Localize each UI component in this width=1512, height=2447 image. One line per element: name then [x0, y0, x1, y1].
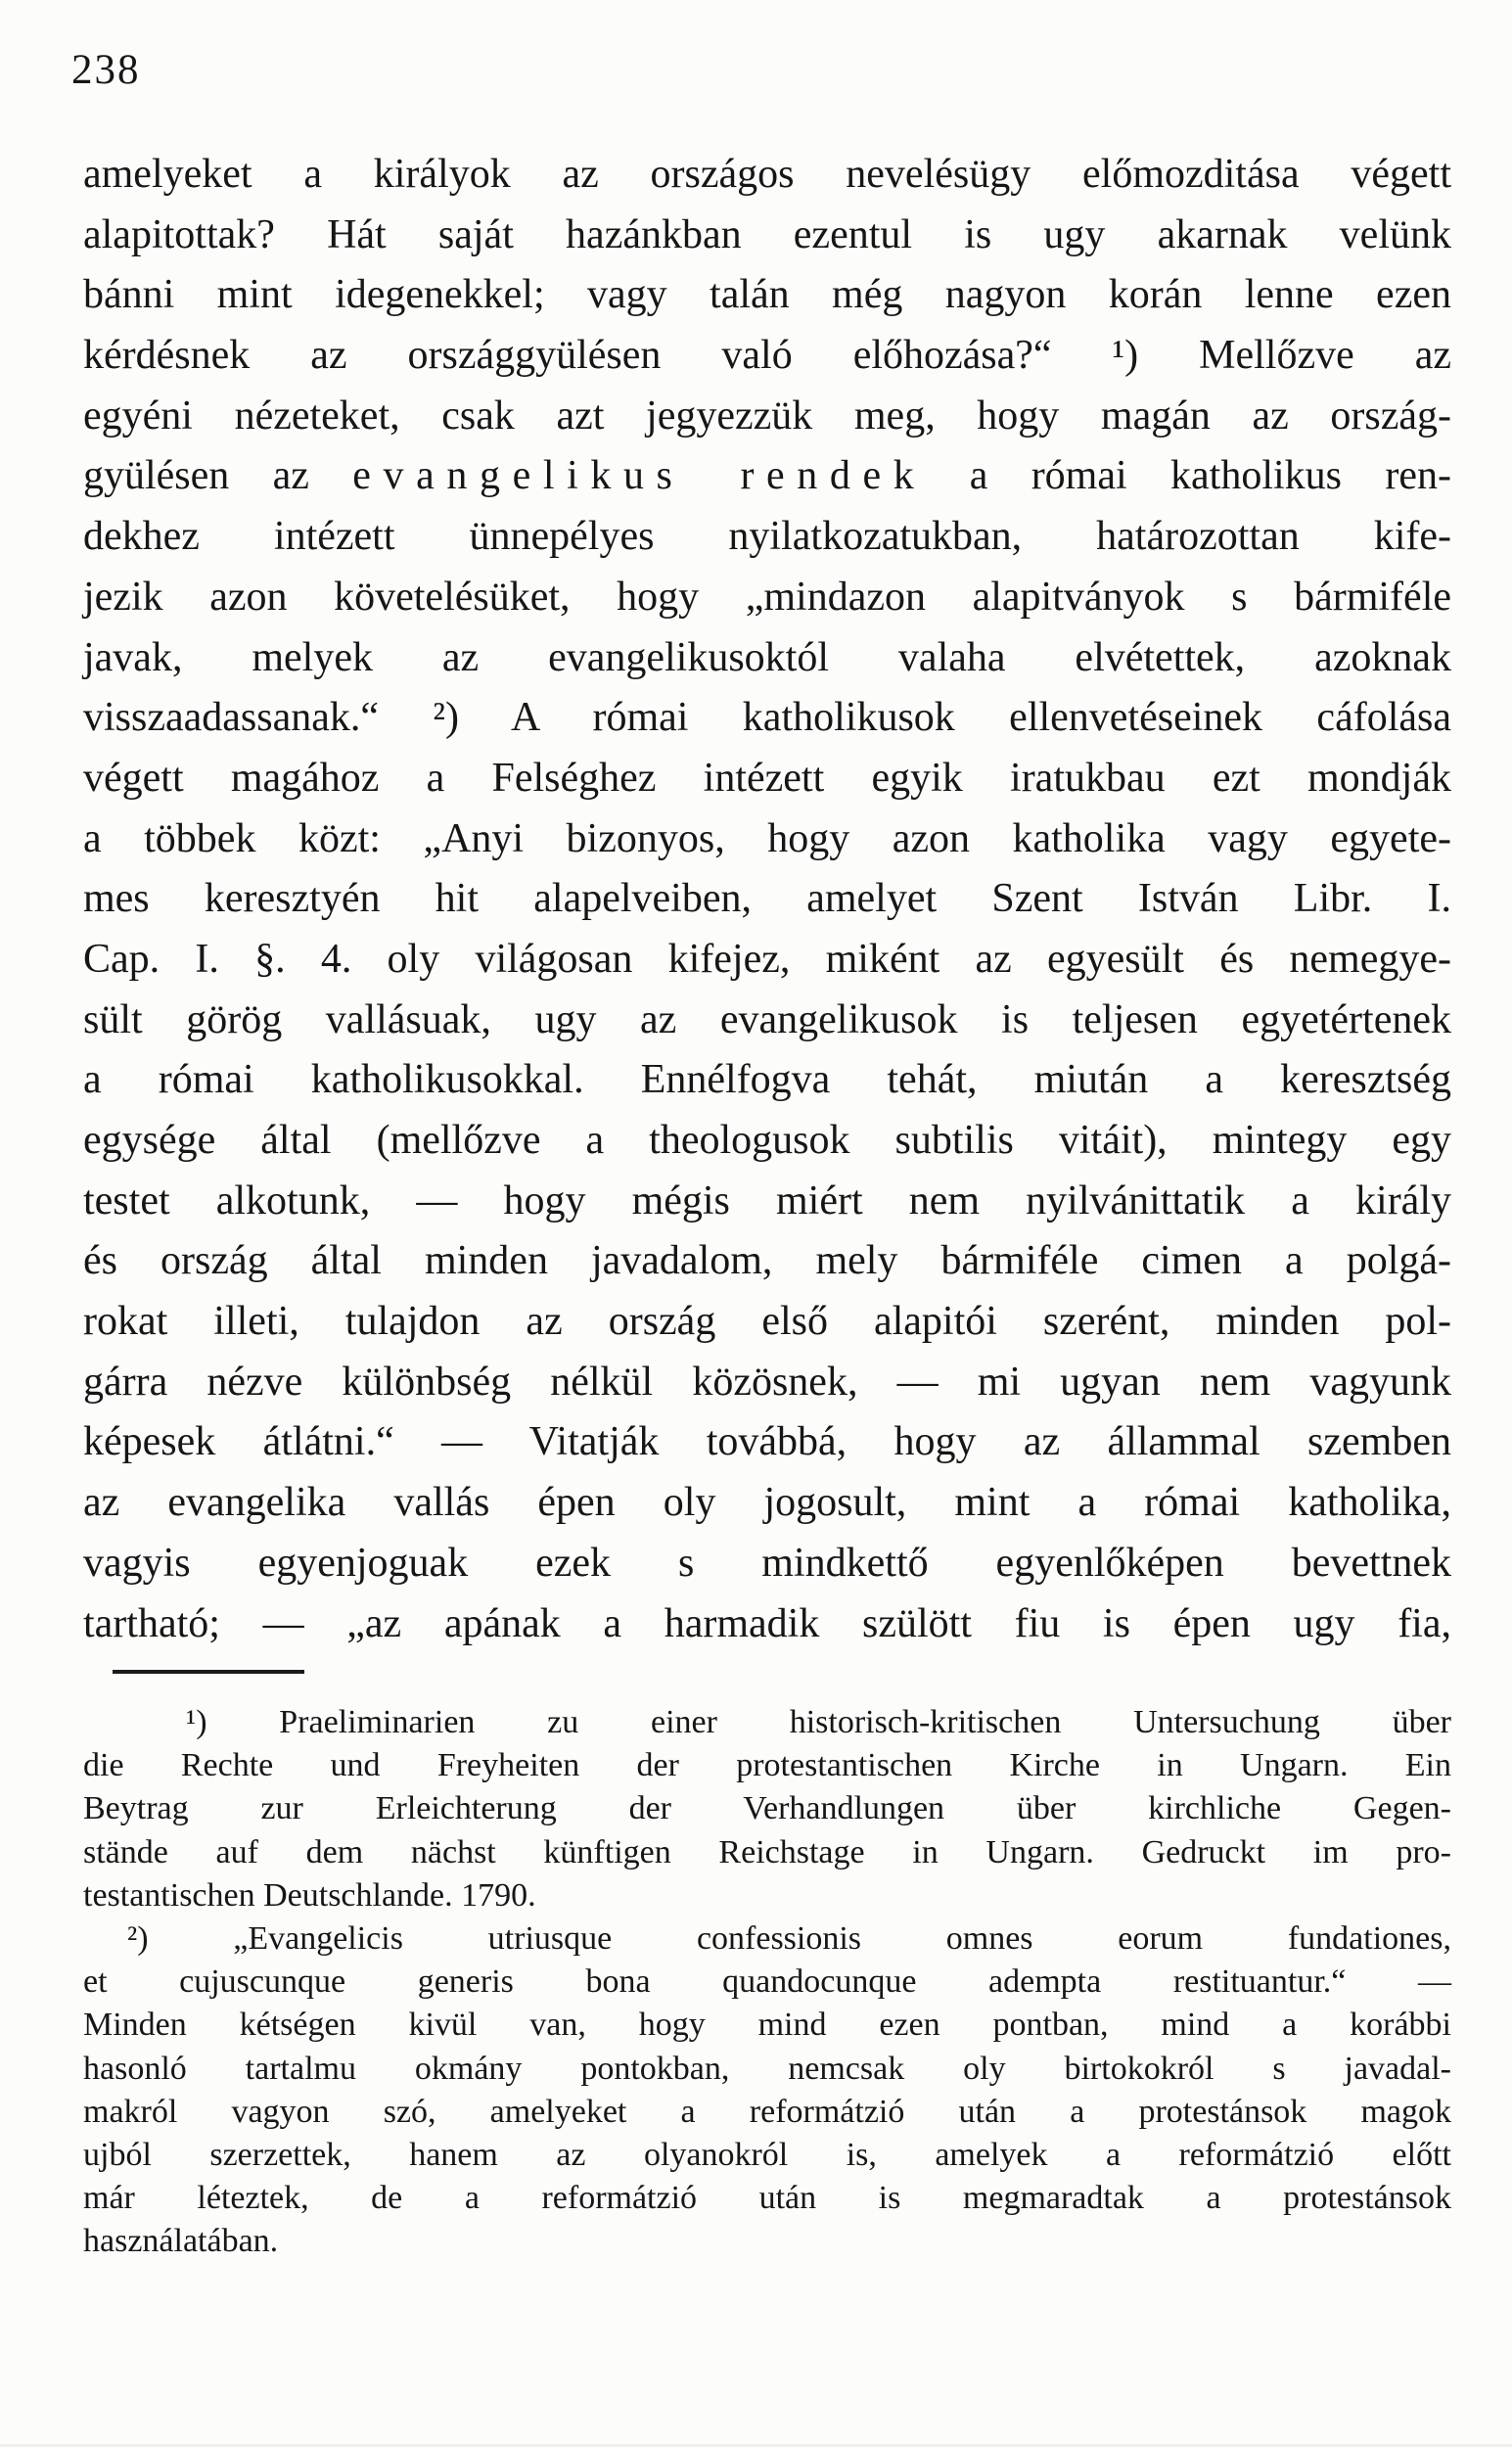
- footnote-2-line-last: használatában.: [83, 2223, 279, 2260]
- text-line: jezik azon követelésüket, hogy „mindazon alapitványok s bármiféle: [83, 574, 1451, 620]
- text-line: testet alkotunk, — hogy mégis miért nem nyilvánittatik a király: [83, 1177, 1451, 1224]
- footnote-2-line: hasonló tartalmu okmány pontokban, nemcsak oly birtokokról s javadal-: [83, 2050, 1451, 2087]
- footnote-1-line: die Rechte und Freyheiten der protestantischen Kirche in Ungarn. Ein: [83, 1747, 1451, 1784]
- footnotes-block: [83, 1701, 1451, 2263]
- text-line-letterspaced: [83, 446, 1451, 507]
- text-line: sült görög vallásuak, ugy az evangelikusok is teljesen egyetértenek: [83, 996, 1451, 1042]
- footnote-1-line: stände auf dem nächst künftigen Reichstage in Ungarn. Gedruckt im pro-: [83, 1833, 1451, 1870]
- text-line: javak, melyek az evangelikusoktól valaha elvétettek, azoknak: [83, 634, 1451, 680]
- footnote-separator-rule: [113, 1670, 304, 1674]
- text-line: a római katholikusokkal. Ennélfogva tehát, miután a keresztség: [83, 1057, 1451, 1103]
- footnote-2-line: ²) „Evangelicis utriusque confessionis omnes eorum fundationes,: [127, 1919, 1451, 1957]
- text-line: rokat illeti, tulajdon az ország első alapitói szerént, minden pol-: [83, 1299, 1451, 1345]
- text-segment: a római katholikus ren-: [926, 453, 1451, 499]
- footnote-1-line: Beytrag zur Erleichterung der Verhandlungen über kirchliche Gegen-: [83, 1790, 1451, 1827]
- footnote-2-line: et cujuscunque generis bona quandocunque adempta restituantur.“ —: [83, 1963, 1451, 2001]
- text-line: gárra nézve különbség nélkül közösnek, — mi ugyan nem vagyunk: [83, 1359, 1451, 1405]
- footnote-2-line: ujból szerzettek, hanem az olyanokról is, amelyek a reformátzió előtt: [83, 2136, 1451, 2173]
- main-text-block: [83, 145, 1451, 1654]
- text-segment: gyülésen az: [83, 453, 353, 499]
- text-line: képesek átlátni.“ — Vitatják továbbá, hogy az állammal szemben: [83, 1419, 1451, 1465]
- page-number: 238: [71, 47, 141, 93]
- text-line: a többek közt: „Anyi bizonyos, hogy azon katholika vagy egyete-: [83, 815, 1451, 861]
- footnote-1-line: ¹) Praeliminarien zu einer historisch-kritischen Untersuchung über: [186, 1704, 1451, 1740]
- text-line: és ország által minden javadalom, mely bármiféle cimen a polgá-: [83, 1238, 1451, 1284]
- footnote-2-line: már léteztek, de a reformátzió után is megmaradtak a protestánsok: [83, 2180, 1451, 2217]
- emphasized-spaced-text: evangelikus rendek: [352, 453, 927, 499]
- text-line-with-footnote-ref-2: visszaadassanak.“ ²) A római katholikusok ellenvetéseinek cáfolása: [83, 695, 1451, 741]
- text-line: az evangelika vallás épen oly jogosult, mint a római katholika,: [83, 1480, 1451, 1526]
- text-line: amelyeket a királyok az országos nevelésügy előmozditása végett: [83, 152, 1451, 197]
- text-line: alapitottak? Hát saját hazánkban ezentul is ugy akarnak velünk: [83, 211, 1451, 257]
- text-line: tartható; — „az apának a harmadik szülött fiu is épen ugy fia,: [83, 1600, 1451, 1646]
- text-line: Cap. I. §. 4. oly világosan kifejez, miként az egyesült és nemegye-: [83, 936, 1451, 982]
- text-line: bánni mint idegenekkel; vagy talán még nagyon korán lenne ezen: [83, 272, 1451, 318]
- text-line-with-footnote-ref-1: kérdésnek az országgyülésen való előhozása?“ ¹) Mellőzve az: [83, 333, 1451, 379]
- text-line: egysége által (mellőzve a theologusok subtilis vitáit), mintegy egy: [83, 1118, 1451, 1163]
- text-line: vagyis egyenjoguak ezek s mindkettő egyenlőképen bevettnek: [83, 1540, 1451, 1586]
- text-line: mes keresztyén hit alapelveiben, amelyet Szent István Libr. I.: [83, 876, 1451, 922]
- text-line: egyéni nézeteket, csak azt jegyezzük meg, hogy magán az ország-: [83, 392, 1451, 439]
- footnote-2-line: Minden kétségen kivül van, hogy mind ezen pontban, mind a korábbi: [83, 2007, 1451, 2044]
- text-line: végett magához a Felséghez intézett egyik iratukbau ezt mondják: [83, 755, 1451, 801]
- footnote-2-line: makról vagyon szó, amelyeket a reformátzió után a protestánsok magok: [83, 2093, 1451, 2130]
- footnote-1-line-last: testantischen Deutschlande. 1790.: [83, 1876, 536, 1914]
- text-line: dekhez intézett ünnepélyes nyilatkozatukban, határozottan kife-: [83, 514, 1451, 560]
